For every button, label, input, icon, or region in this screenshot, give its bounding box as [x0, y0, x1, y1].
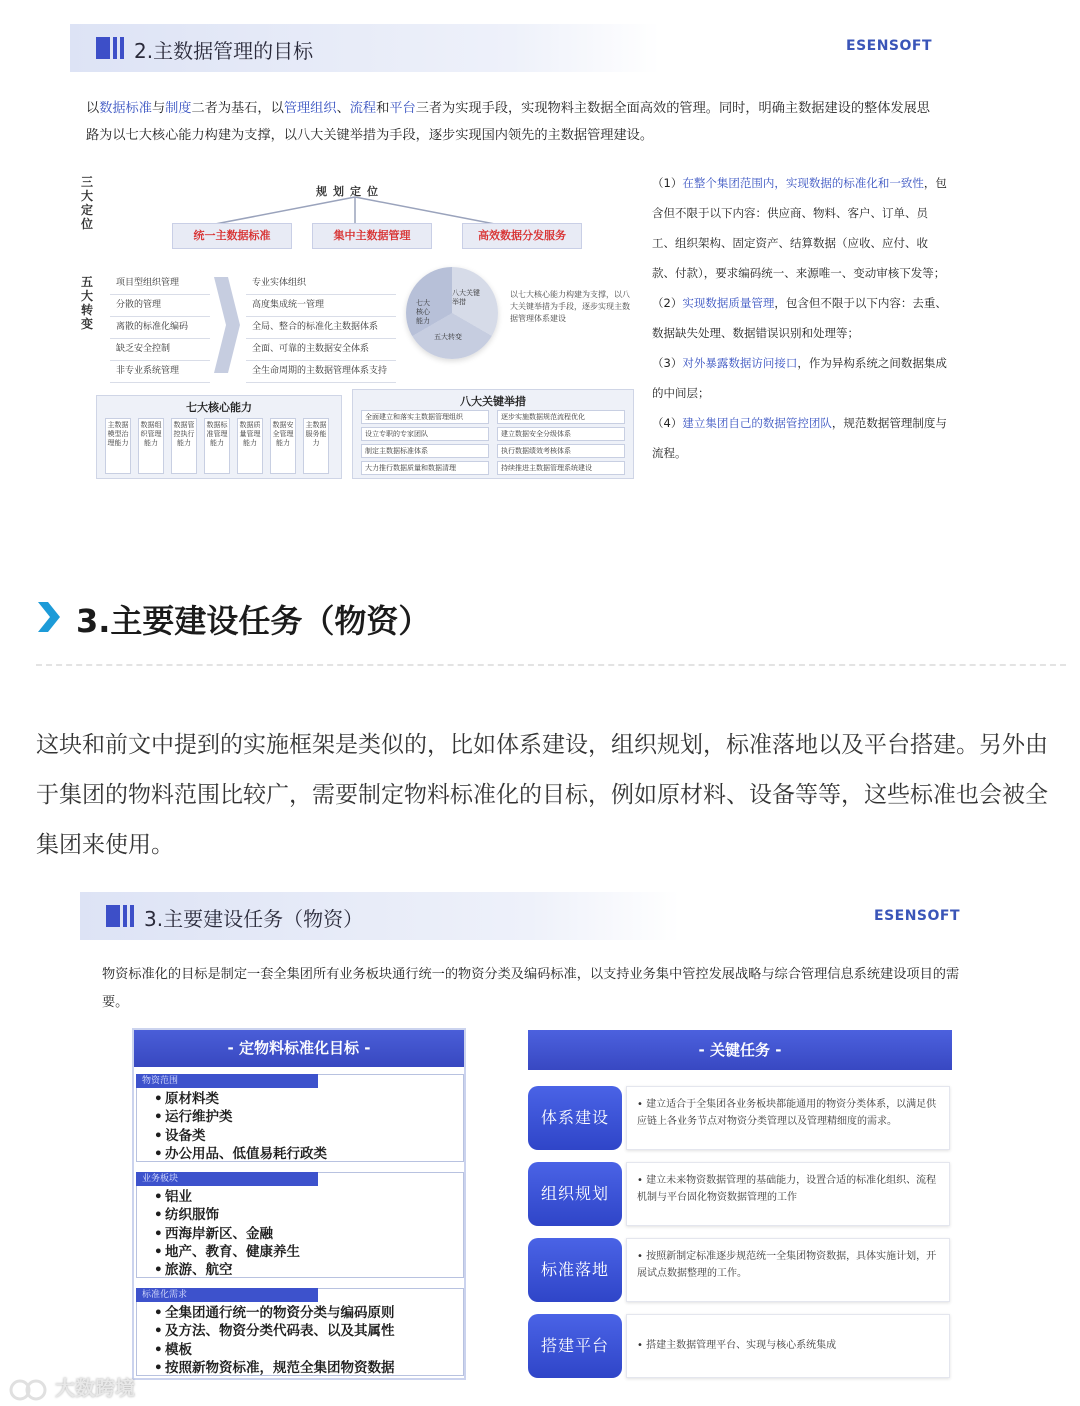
capability-tile: 数据安全管理能力: [270, 418, 296, 474]
eight-title: 八大关键举措: [460, 395, 526, 408]
list-item: • 模板: [165, 1341, 463, 1359]
task-row-organization: [528, 1162, 952, 1226]
text-run: （1）: [652, 176, 683, 190]
watermark: [8, 1372, 135, 1400]
measure-item: 持续推进主数据管理系统建设: [497, 461, 625, 475]
task-name: 组织规划: [528, 1162, 622, 1226]
list-item: • 原材料类: [165, 1090, 463, 1108]
plan-heading: 规划定位: [316, 185, 384, 198]
list-item: • 办公用品、低值易耗行政类: [165, 1145, 463, 1163]
list-item: 高度集成统一管理: [246, 295, 396, 317]
text-run: 以: [86, 101, 100, 116]
highlight-text: 制度: [165, 101, 192, 116]
goal-box-1: 统一主数据标准: [172, 223, 292, 249]
task-description: • 按照新制定标准逐步规范统一全集团物资数据，具体实施计划，开展试点数据整理的工作。: [626, 1238, 950, 1302]
text-run: ，包含但不限于以下内容：去重、数据缺失处理、数据错误识别和处理等；: [652, 296, 947, 340]
pie-label-3: 五大转变: [434, 333, 462, 341]
brand-logo: ESENSOFT: [846, 38, 933, 54]
pie-note: 以七大核心能力构建为支撑，以八大关键举措为手段，逐步实现主数据管理体系建设: [510, 290, 630, 323]
list-item: • 地产、教育、健康养生: [165, 1243, 463, 1261]
task-row-platform: [528, 1314, 952, 1378]
list-item: 分散的管理: [110, 295, 210, 317]
group-label: 物资范围: [136, 1074, 318, 1088]
pie-diagram: [406, 267, 498, 359]
text-run: 、: [336, 101, 350, 116]
goal-box-2: 集中主数据管理: [312, 223, 432, 249]
task-row-standards: [528, 1238, 952, 1302]
slide1-banner: [70, 24, 660, 72]
highlight-text: 流程: [349, 101, 377, 116]
watermark-logo-icon: [8, 1378, 48, 1402]
capability-tile: 数据组织管理能力: [138, 418, 164, 474]
from-list: [110, 273, 210, 383]
list-item: 离散的标准化编码: [110, 317, 210, 339]
slide-master-data-goals: [70, 18, 950, 528]
arrow-icon: [214, 277, 240, 373]
list-item: • 纺织服饰: [165, 1206, 463, 1224]
seven-title: 七大核心能力: [186, 401, 252, 414]
eight-measures-panel: [352, 389, 634, 479]
pie-label-2: 八大关键举措: [452, 289, 480, 306]
highlight-text: 平台: [389, 101, 416, 116]
right-panel-header: - 关键任务 -: [528, 1030, 952, 1070]
watermark-text: 大数跨境: [54, 1376, 135, 1400]
section-heading: [36, 596, 1066, 666]
capability-tile: 数据质量管理能力: [237, 418, 263, 474]
bars-icon: [96, 37, 124, 59]
list-item: • 按照新物资标准，规范全集团物资数据: [165, 1359, 463, 1377]
list-item: 项目型组织管理: [110, 273, 210, 295]
list-item: 全面、可靠的主数据安全体系: [246, 339, 396, 361]
to-list: [246, 273, 396, 383]
goal-box-3: 高效数据分发服务: [462, 223, 582, 249]
chevron-right-icon: [36, 600, 62, 634]
measure-item: 大力推行数据质量和数据清理: [361, 461, 489, 475]
seven-capabilities-panel: [96, 395, 342, 479]
section-paragraph: 这块和前文中提到的实施框架是类似的，比如体系建设，组织规划，标准落地以及平台搭建。另外由于集团的物料范围比较广，需要制定物料标准化的目标，例如原材料、设备等等，这些标准也会被全集团来使用。: [36, 732, 1048, 858]
slide1-intro: [86, 95, 936, 149]
text-run: （4）: [652, 416, 683, 430]
measure-item: 建立数据安全分级体系: [497, 427, 625, 441]
bars-icon: [106, 905, 134, 927]
task-description: • 建立适合于全集团各业务板块都能通用的物资分类体系，以满足供应链上各业务节点对物资分类管理以及管理精细度的需求。: [626, 1086, 950, 1150]
text-run: （3）: [652, 356, 683, 370]
group-business-segments: [136, 1172, 464, 1278]
slide2-title: 3.主要建设任务（物资）: [144, 907, 364, 931]
text-run: ，规范数据管理制度与流程。: [652, 416, 947, 460]
list-item: • 运行维护类: [165, 1108, 463, 1126]
text-run: （2）: [652, 296, 683, 310]
group-standardization-needs: [136, 1288, 464, 1376]
list-item: • 铝业: [165, 1188, 463, 1206]
slide1-goal-details: [652, 168, 948, 468]
slide1-title: 2.主数据管理的目标: [134, 39, 314, 63]
master-data-diagram: [80, 173, 640, 493]
list-item: • 旅游、航空: [165, 1261, 463, 1279]
task-row-system: [528, 1086, 952, 1150]
highlight-text: 对外暴露数据访问接口: [682, 356, 798, 370]
list-item: 非专业系统管理: [110, 361, 210, 383]
highlight-text: 管理组织: [283, 101, 337, 116]
standardization-goals-panel: [132, 1028, 466, 1380]
list-item: 缺乏安全控制: [110, 339, 210, 361]
text-run: 二者为基石，以: [191, 101, 284, 116]
highlight-text: 数据标准: [99, 101, 152, 116]
group-material-scope: [136, 1074, 464, 1162]
measure-item: 全面建立和落实主数据管理组织: [361, 410, 489, 424]
measure-item: 制定主数据标准体系: [361, 444, 489, 458]
capability-tile: 主数据模型治理能力: [105, 418, 131, 474]
capability-tile: 数据管控执行能力: [171, 418, 197, 474]
pie-label-1: 七大核心能力: [416, 299, 430, 325]
slide2-intro: 物资标准化的目标是制定一套全集团所有业务板块通行统一的物资分类及编码标准，以支持业务集中管控发展战略与综合管理信息系统建设项目的需要。: [102, 967, 960, 1010]
text-run: ，作为异构系统之间数据集成的中间层；: [652, 356, 947, 400]
capability-tile: 数据标准管理能力: [204, 418, 230, 474]
slide2-banner: [80, 892, 680, 940]
highlight-text: 实现数据质量管理: [682, 296, 775, 310]
measure-item: 逐步实施数据规范流程优化: [497, 410, 625, 424]
slide-construction-tasks: [80, 888, 970, 1398]
list-item: • 及方法、物资分类代码表、以及其属性: [165, 1322, 463, 1340]
section-title: 3.主要建设任务（物资）: [76, 602, 431, 640]
list-item: 全生命周期的主数据管理体系支持: [246, 361, 396, 383]
task-description: • 搭建主数据管理平台、实现与核心系统集成: [626, 1314, 950, 1378]
label-three-positions: 三大定位: [80, 175, 93, 231]
text-run: 和: [376, 101, 390, 116]
text-run: 三者为实现手段，实现物料主数据全面高效的管理。同时，明确主数据建设的整体发展思路为以七大核心能力构建为支撑，以八大关键举措为手段，逐步实现国内领先的主数据管理建设。: [86, 101, 930, 143]
key-tasks-panel: [528, 1030, 952, 1385]
capability-tile: 主数据服务能力: [303, 418, 329, 474]
task-name: 搭建平台: [528, 1314, 622, 1378]
left-panel-header: - 定物料标准化目标 -: [134, 1030, 464, 1067]
highlight-text: 在整个集团范围内，实现数据的标准化和一致性: [682, 176, 924, 190]
highlight-text: 建立集团自己的数据管控团队: [682, 416, 832, 430]
measure-item: 设立专职的专家团队: [361, 427, 489, 441]
task-name: 体系建设: [528, 1086, 622, 1150]
task-description: • 建立未来物资数据管理的基础能力，设置合适的标准化组织、流程机制与平台固化物资数据管理的工作: [626, 1162, 950, 1226]
list-item: • 西海岸新区、金融: [165, 1225, 463, 1243]
list-item: • 全集团通行统一的物资分类与编码原则: [165, 1304, 463, 1322]
list-item: 专业实体组织: [246, 273, 396, 295]
brand-logo: ESENSOFT: [874, 908, 961, 924]
text-run: ，包含但不限于以下内容：供应商、物料、客户、订单、员工、组织架构、固定资产、结算数据（应收、应付、收款、付款），要求编码统一、来源唯一、变动审核下发等；: [652, 176, 947, 280]
group-label: 业务板块: [136, 1172, 318, 1186]
measure-item: 执行数据绩效考核体系: [497, 444, 625, 458]
task-name: 标准落地: [528, 1238, 622, 1302]
label-five-changes: 五大转变: [80, 275, 93, 331]
group-label: 标准化需求: [136, 1288, 318, 1302]
text-run: 与: [151, 101, 166, 116]
list-item: • 设备类: [165, 1127, 463, 1145]
list-item: 全局、整合的标准化主数据体系: [246, 317, 396, 339]
